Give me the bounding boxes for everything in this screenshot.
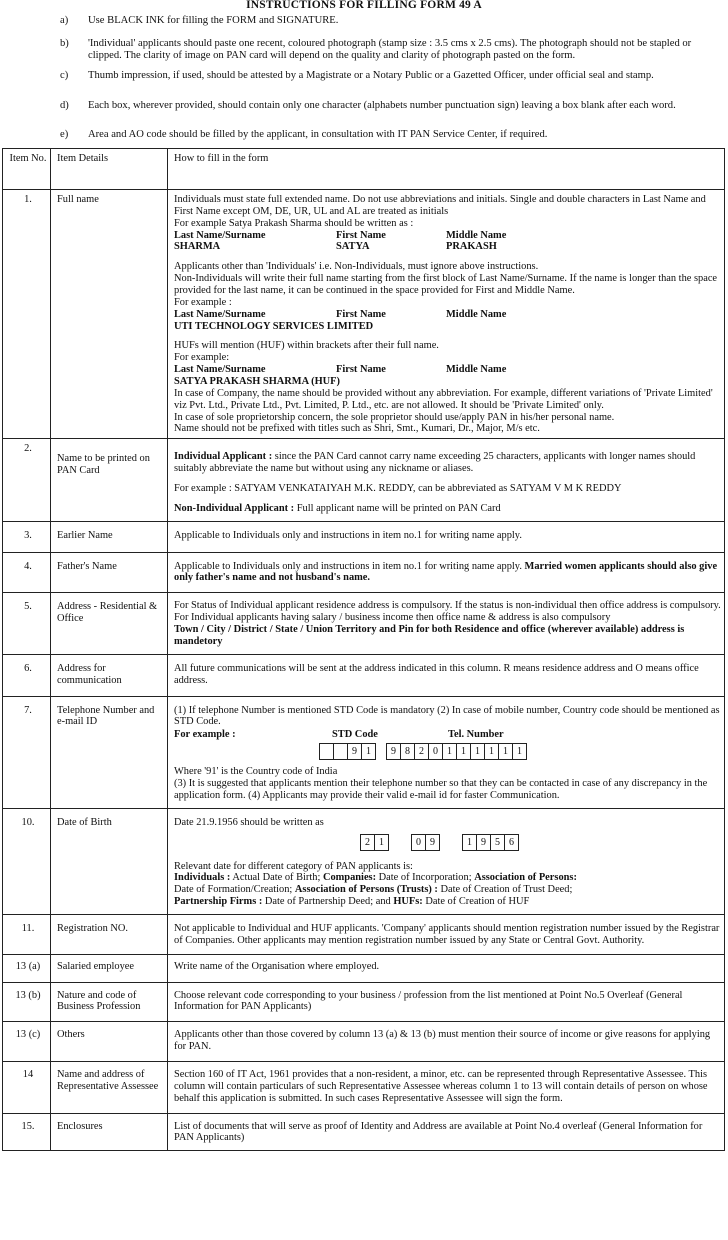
char-box: 1 — [361, 743, 376, 760]
row-item: Nature and code of Business Profession — [51, 982, 168, 1022]
date-example-boxes — [360, 834, 721, 851]
col-middle-name: Middle Name — [446, 308, 507, 320]
row-number: 13 (b) — [3, 982, 51, 1022]
paragraph: Individuals must state full extended name. Do not use abbreviations and initials. Single and double characters in Last Name and First Name except OM, DE, UR, UL and AL are treated as initials — [174, 194, 706, 217]
char-box: 1 — [498, 743, 513, 760]
char-box: 1 — [470, 743, 485, 760]
example-first: SATYA — [336, 241, 370, 253]
table-row — [3, 914, 725, 954]
char-box: 1 — [512, 743, 527, 760]
instruction-text: Thumb impression, if used, should be attested by a Magistrate or a Notary Public or a Gazetted Officer, under official seal and stamp. — [88, 70, 654, 81]
row-number: 3. — [3, 521, 51, 552]
bold-label: Non-Individual Applicant : — [174, 502, 295, 514]
table-row — [3, 982, 725, 1022]
table-row — [3, 593, 725, 654]
example-label: For example : — [174, 729, 236, 741]
row-instructions — [168, 593, 725, 654]
table-row — [3, 552, 725, 593]
header-how-to-fill: How to fill in the form — [168, 149, 725, 190]
name-columns — [174, 364, 721, 376]
paragraph: (3) It is suggested that applicants mention their telephone number so that they can be contacted in case of any discrepancy in the application form. (4) Applicants may provide their valid e-mail id for faster Communication. — [174, 777, 708, 801]
name-example-values — [174, 241, 721, 253]
row-number: 10. — [3, 808, 51, 914]
name-columns — [174, 230, 721, 242]
char-box: 9 — [425, 834, 440, 851]
table-row — [3, 654, 725, 696]
char-box: 0 — [428, 743, 443, 760]
instruction-text: Each box, wherever provided, should contain only one character (alphabets number punctuation sign) leaving a box blank after each word. — [88, 100, 676, 111]
row-item: Registration NO. — [51, 914, 168, 954]
row-number: 14 — [3, 1061, 51, 1113]
row-instructions: Write name of the Organisation where employed. — [168, 954, 725, 982]
bold-label: Individual Applicant : — [174, 451, 273, 463]
row-item: Name to be printed on PAN Card — [51, 439, 168, 521]
row-item: Others — [51, 1022, 168, 1062]
char-box — [333, 743, 348, 760]
text: Date of Partnership Deed; and — [262, 896, 394, 908]
table-row — [3, 1061, 725, 1113]
row-instructions — [168, 190, 725, 439]
row-number: 1. — [3, 190, 51, 439]
row-item: Address - Residential & Office — [51, 593, 168, 654]
text: Date of Creation of Trust Deed; — [437, 884, 573, 896]
table-row — [3, 1022, 725, 1062]
row-instructions — [168, 696, 725, 808]
col-first-name: First Name — [336, 229, 386, 241]
bold-label: Association of Persons (Trusts) : — [294, 884, 438, 896]
tel-number-boxes — [386, 743, 527, 760]
std-code-label: STD Code — [332, 729, 378, 741]
row-instructions: All future communications will be sent at the address indicated in this column. R means residence address and O means office address. — [168, 654, 725, 696]
char-box: 6 — [504, 834, 519, 851]
instruction-letter: d) — [60, 100, 69, 111]
instruction-a — [62, 15, 712, 27]
table-row — [3, 1113, 725, 1151]
paragraph — [174, 872, 721, 884]
std-code-boxes — [319, 743, 376, 760]
row-item: Enclosures — [51, 1113, 168, 1151]
instruction-text: Area and AO code should be filled by the applicant, in consultation with IT PAN Service Center, if required. — [88, 129, 548, 140]
bold-label: Association of Persons: — [474, 872, 577, 884]
paragraph: For Status of Individual applicant residence address is compulsory. If the status is non-individual then office address is compulsory. — [174, 600, 721, 612]
month-boxes — [411, 834, 440, 851]
header-item-no: Item No. — [3, 149, 51, 190]
bold-label: HUFs: — [393, 896, 423, 908]
char-box — [319, 743, 334, 760]
instruction-letter: e) — [60, 129, 69, 140]
row-instructions: Not applicable to Individual and HUF applicants. 'Company' applicants should mention registration number issued by the Registrar of Companies. Other applicants may mention registration number issued by any State or Central Govt. Authority. — [168, 914, 725, 954]
char-box: 1 — [462, 834, 477, 851]
char-box: 1 — [442, 743, 457, 760]
table-header — [3, 149, 725, 190]
tel-number-label: Tel. Number — [448, 729, 504, 741]
table-row — [3, 808, 725, 914]
row-number: 11. — [3, 914, 51, 954]
bold-note: Married women applicants should also give only father's name and not husband's name. — [174, 560, 718, 584]
instruction-c — [62, 70, 712, 82]
char-box: 1 — [374, 834, 389, 851]
text: Applicable to Individuals only and instructions in item no.1 for writing name apply. — [174, 560, 525, 572]
instruction-text: 'Individual' applicants should paste one recent, coloured photograph (stamp size : 3.5 cms x 2.5 cms). The photograph should not be stapled or clipped. The clarity of image on PAN card will depend on the quality and clarity of photograph pasted on the form. — [88, 38, 692, 62]
row-item: Salaried employee — [51, 954, 168, 982]
row-instructions — [168, 439, 725, 521]
row-item: Address for communication — [51, 654, 168, 696]
paragraph: Applicants other than 'Individuals' i.e. Non-Individuals, must ignore above instructions. — [174, 261, 539, 273]
char-box: 9 — [386, 743, 401, 760]
char-box: 2 — [414, 743, 429, 760]
row-instructions — [168, 808, 725, 914]
instruction-e — [62, 129, 712, 141]
bold-note: Town / City / District / State / Union Territory and Pin for both Residence and office (wherever available) address is mandetory — [174, 624, 685, 647]
col-middle-name: Middle Name — [446, 229, 507, 241]
row-number: 4. — [3, 552, 51, 593]
year-boxes — [462, 834, 519, 851]
instruction-d — [62, 100, 712, 112]
text: Actual Date of Birth; — [230, 872, 323, 884]
row-item: Earlier Name — [51, 521, 168, 552]
paragraph: For example : SATYAM VENKATAIYAH M.K. REDDY, can be abbreviated as SATYAM V M K REDDY — [174, 483, 622, 495]
row-instructions: Choose relevant code corresponding to your business / profession from the list mentioned at Point No.5 Overleaf (General Information for PAN Applicants) — [168, 982, 725, 1022]
instruction-letter: c) — [60, 70, 69, 81]
instructions-table — [2, 148, 725, 1151]
paragraph: In case of Company, the name should be provided without any abbreviation. For example, different variations of 'Private Limited' viz Pvt. Ltd., Private Ltd., Pvt. Limited, P. Ltd., etc. are not allowed. It should be 'Private Limited' only. — [174, 387, 713, 411]
day-boxes — [360, 834, 389, 851]
row-number: 15. — [3, 1113, 51, 1151]
paragraph — [174, 451, 721, 475]
row-number: 7. — [3, 696, 51, 808]
paragraph: In case of sole proprietorship concern, the sole proprietor should use/apply PAN in his/her personal name. — [174, 411, 615, 423]
row-item: Father's Name — [51, 552, 168, 593]
col-last-name: Last Name/Surname — [174, 308, 266, 320]
paragraph: Name should not be prefixed with titles such as Shri, Smt., Kumari, Dr., Major, M/s etc. — [174, 423, 540, 435]
example-company-name: UTI TECHNOLOGY SERVICES LIMITED — [174, 320, 374, 332]
col-last-name: Last Name/Surname — [174, 229, 266, 241]
page-title: INSTRUCTIONS FOR FILLING FORM 49 A — [246, 0, 482, 11]
example-huf-name: SATYA PRAKASH SHARMA (HUF) — [174, 376, 340, 388]
text: since the PAN Card cannot carry name exceeding 25 characters, applicants with longer names should suitably abbreviate the name but without using any nickname or aliases. — [174, 451, 696, 475]
paragraph: For example: — [174, 352, 230, 364]
paragraph: Where '91' is the Country code of India — [174, 766, 338, 778]
paragraph — [174, 884, 721, 896]
row-item: Full name — [51, 190, 168, 439]
paragraph: Date 21.9.1956 should be written as — [174, 816, 324, 828]
table-row — [3, 954, 725, 982]
row-instructions: Applicants other than those covered by column 13 (a) & 13 (b) must mention their source of income or give reasons for applying for PAN. — [168, 1022, 725, 1062]
table-row — [3, 696, 725, 808]
phone-example-boxes — [319, 743, 721, 760]
char-box: 8 — [400, 743, 415, 760]
name-columns — [174, 309, 721, 321]
row-item: Name and address of Representative Assessee — [51, 1061, 168, 1113]
example-middle: PRAKASH — [446, 241, 497, 253]
char-box: 1 — [484, 743, 499, 760]
row-instructions: Applicable to Individuals only and instructions in item no.1 for writing name apply. — [168, 521, 725, 552]
paragraph: For Individual applicants having salary / business income then office name & address is also compulsory — [174, 612, 611, 624]
paragraph: For example : — [174, 296, 232, 308]
row-number: 6. — [3, 654, 51, 696]
row-item: Date of Birth — [51, 808, 168, 914]
char-box: 2 — [360, 834, 375, 851]
table-row — [3, 190, 725, 439]
row-number: 2. — [3, 439, 51, 521]
instruction-letter: a) — [60, 15, 69, 26]
table-row — [3, 439, 725, 521]
paragraph: Non-Individuals will write their full name starting from the first block of Last Name/Surname. If the name is longer than the space provided for the last name, it can be continued in the space provided for First and Middle Name. — [174, 273, 718, 297]
row-number: 13 (c) — [3, 1022, 51, 1062]
header-item-details: Item Details — [51, 149, 168, 190]
example-last: SHARMA — [174, 241, 221, 253]
col-last-name: Last Name/Surname — [174, 364, 266, 376]
paragraph: For example Satya Prakash Sharma should be written as : — [174, 217, 414, 229]
instruction-b — [62, 38, 712, 62]
col-first-name: First Name — [336, 308, 386, 320]
bold-label: Partnership Firms : — [174, 896, 263, 908]
table-row — [3, 521, 725, 552]
paragraph — [174, 896, 721, 908]
row-instructions — [168, 552, 725, 593]
char-box: 9 — [476, 834, 491, 851]
text: Date of Formation/Creation; — [174, 884, 295, 896]
row-instructions: Section 160 of IT Act, 1961 provides that a non-resident, a minor, etc. can be represented through Representative Assessee. This column will contain particulars of such Representative Assessee whereas column 1 to 13 will contain details of person on whose behalf this application is submitted. In such cases Representative Assessee will sign the form. — [168, 1061, 725, 1113]
row-number: 5. — [3, 593, 51, 654]
text: Date of Creation of HUF — [422, 896, 530, 908]
paragraph: Relevant date for different category of PAN applicants is: — [174, 860, 413, 872]
paragraph: HUFs will mention (HUF) within brackets after their full name. — [174, 340, 439, 352]
char-box: 0 — [411, 834, 426, 851]
col-middle-name: Middle Name — [446, 364, 507, 376]
char-box: 1 — [456, 743, 471, 760]
phone-example-labels — [174, 729, 721, 741]
col-first-name: First Name — [336, 364, 386, 376]
bold-label: Individuals : — [174, 872, 231, 884]
instruction-letter: b) — [60, 38, 69, 49]
char-box: 9 — [347, 743, 362, 760]
row-item: Telephone Number and e-mail ID — [51, 696, 168, 808]
row-number: 13 (a) — [3, 954, 51, 982]
instruction-text: Use BLACK INK for filling the FORM and SIGNATURE. — [88, 15, 339, 26]
paragraph: (1) If telephone Number is mentioned STD Code is mandatory (2) In case of mobile number, Country code should be mentioned as STD Code. — [174, 704, 720, 728]
char-box: 5 — [490, 834, 505, 851]
text: Full applicant name will be printed on PAN Card — [294, 502, 501, 514]
text: Date of Incorporation; — [376, 872, 475, 884]
row-instructions: List of documents that will serve as proof of Identity and Address are available at Point No.4 overleaf (General Information for PAN Applicants) — [168, 1113, 725, 1151]
paragraph — [174, 503, 721, 515]
bold-label: Companies: — [322, 872, 377, 884]
